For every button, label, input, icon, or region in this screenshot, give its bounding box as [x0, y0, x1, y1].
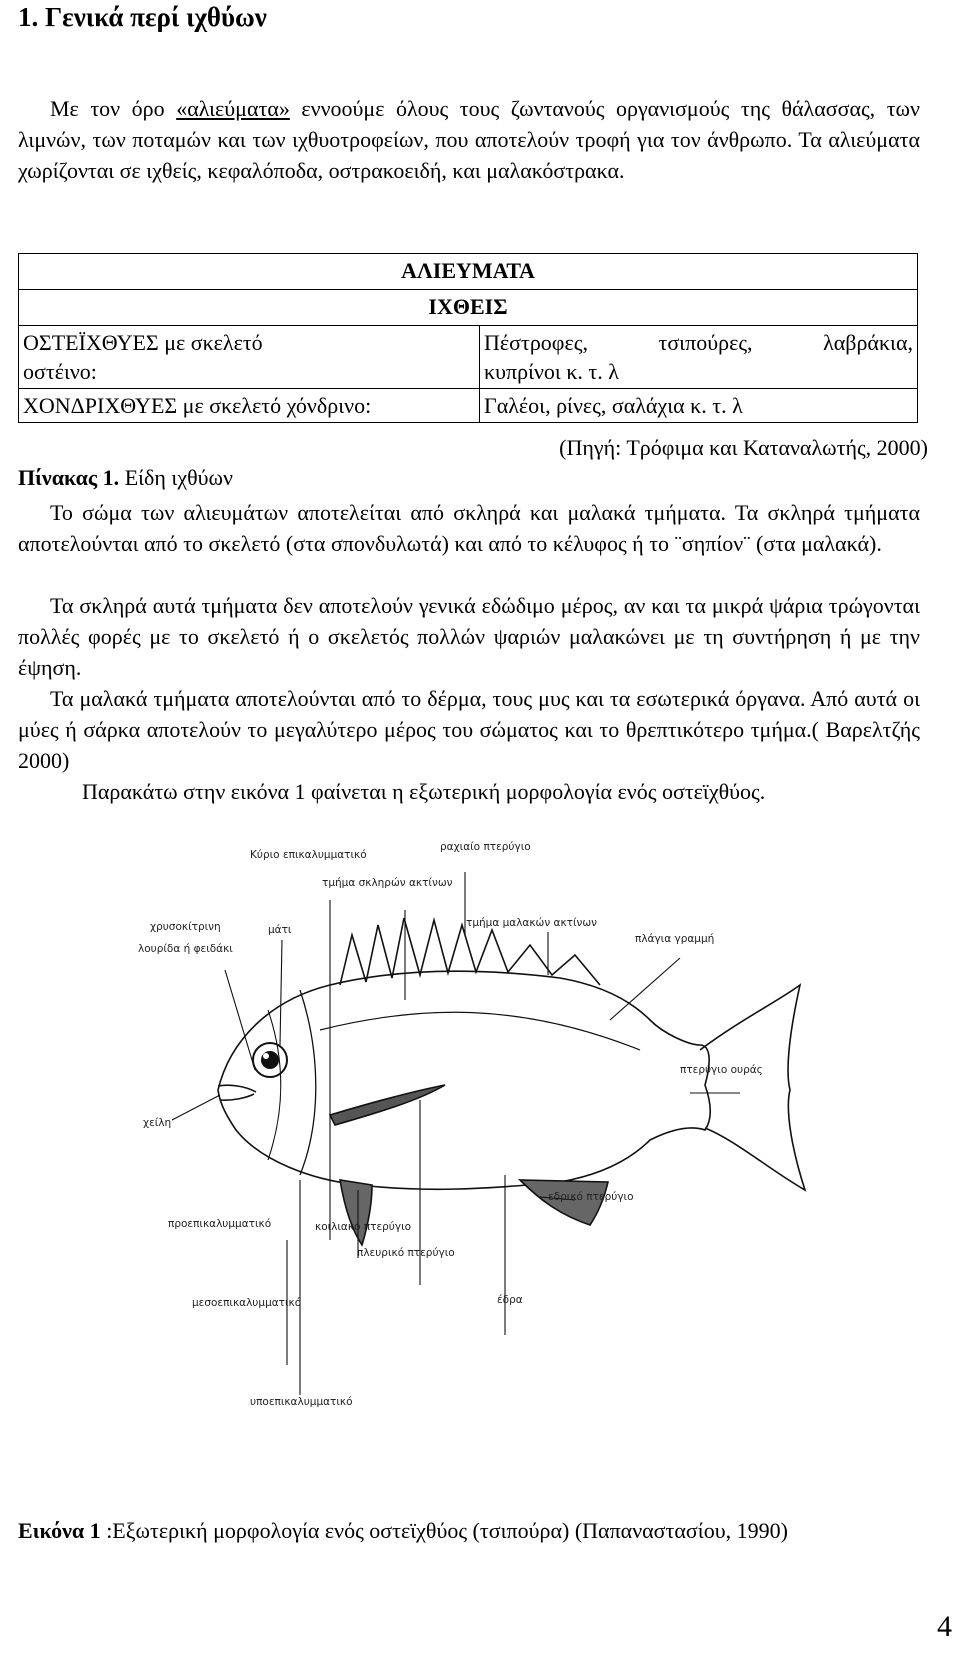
fish-eye-highlight — [263, 1053, 269, 1059]
leader-gold-stripe — [225, 970, 255, 1070]
figure-caption — [18, 1514, 920, 1547]
figure-caption-label: Εικόνα 1 — [18, 1518, 101, 1543]
fish-pectoral-fin — [330, 1085, 445, 1125]
fish-body-outline — [218, 971, 710, 1189]
leader-lateral-line — [610, 958, 680, 1020]
table-source: (Πηγή: Τρόφιμα και Καταναλωτής, 2000) — [559, 435, 928, 460]
table-row — [19, 389, 918, 423]
intro-paragraph — [18, 93, 920, 186]
fish-pupil — [261, 1051, 279, 1069]
table-header-catch: ΑΛΙΕΥΜΑΤΑ — [19, 254, 918, 290]
label-pectoral-fin: πλευρικό πτερύγιο — [357, 1247, 455, 1259]
label-gold-stripe-2: λουρίδα ή φειδάκι — [138, 943, 233, 955]
label-lips: χείλη — [143, 1117, 172, 1129]
label-preoperculum: προεπικαλυμματικό — [168, 1218, 272, 1230]
fish-tail — [700, 985, 805, 1190]
table-caption-text: Είδη ιχθύων — [119, 465, 233, 490]
label-lateral-line: πλάγια γραμμή — [635, 933, 715, 945]
table-cell-examples: Γαλέοι, ρίνες, σαλάχια κ. τ. λ — [480, 389, 918, 423]
label-main-operculum: Κύριο επικαλυμματικό — [250, 849, 367, 861]
leader-lines — [172, 872, 740, 1395]
body-paragraph-2: Τα σκληρά αυτά τμήματα δεν αποτελούν γενικά εδώδιμο μέρος, αν και τα μικρά ψάρια τρώγονται πολλές φορές με το σκελετό ή ο σκελετός πολλών ψαριών μαλακώνει με τη συντήρηση ή με την έψηση. — [18, 593, 920, 680]
intro-before: Με τον όρο — [50, 96, 177, 121]
label-eye: μάτι — [268, 924, 292, 936]
fish-types-table — [18, 253, 918, 423]
body-paragraph-1: Το σώμα των αλιευμάτων αποτελείται από σκληρά και μαλακά τμήματα. Τα σκληρά τμήματα αποτελούνται από το σκελετό (στα σπονδυλωτά) και από το κέλυφος ή το ¨σηπίον¨ (στα μαλακά). — [18, 500, 920, 556]
type-line-1: ΟΣΤΕΪΧΘΥΕΣ με σκελετό — [23, 330, 263, 355]
intro-after: εννοούμε όλους τους ζωντανούς οργανισμούς της θάλασσας, των λιμνών, των ποταμών και των ιχθυοτροφείων, που αποτελούν τροφή για τον άνθρωπο. Τα αλιεύματα χωρίζονται σε ιχθείς, κεφαλόποδα, οστρακοειδή, και μαλακόστρακα. — [18, 96, 920, 183]
leader-lips — [172, 1095, 220, 1120]
table-caption-label: Πίνακας 1. — [18, 465, 120, 490]
table-cell-examples — [480, 326, 918, 389]
body-paragraph-3: Τα μαλακά τμήματα αποτελούνται από το δέρμα, τους μυς και τα εσωτερικά όργανα. Από αυτά οι μύες ή σάρκα αποτελούν το μεγαλύτερο μέρος του σώματος και το θρεπτικότερο τμήμα.( Βαρελτζής 2000) — [18, 686, 920, 773]
table-caption — [18, 465, 233, 491]
table-row — [19, 326, 918, 389]
intro-term: «αλιεύματα» — [176, 96, 290, 121]
examples-line-2: κυπρίνοι κ. τ. λ — [484, 359, 619, 384]
label-dorsal-fin: ραχιαίο πτερύγιο — [440, 841, 531, 853]
examples-line-1: Πέστροφες, τσιπούρες, λαβράκια, — [484, 330, 913, 355]
figure-caption-text: :Εξωτερική μορφολογία ενός οστεϊχθύος (τσιπούρα) (Παπαναστασίου, 1990) — [100, 1518, 788, 1543]
leader-eye — [280, 940, 282, 1045]
table-cell-type — [19, 326, 480, 389]
label-anal-fin: εδρικό πτερύγιο — [548, 1191, 634, 1203]
label-soft-rays: τμήμα μαλακών ακτίνων — [466, 917, 598, 929]
fish-drawing — [218, 918, 805, 1245]
label-suboperculum: υποεπικαλυμματικό — [250, 1396, 353, 1408]
label-hard-rays: τμήμα σκληρών ακτίνων — [322, 877, 453, 889]
label-pelvic-fin: κοιλιακό πτερύγιο — [315, 1221, 412, 1233]
body-paragraph-4: Παρακάτω στην εικόνα 1 φαίνεται η εξωτερική μορφολογία ενός οστεϊχθύος. — [82, 779, 766, 804]
fish-morphology-figure — [0, 841, 960, 1490]
type-line-2: οστέινο: — [23, 359, 97, 384]
fish-operculum-line — [300, 990, 316, 1175]
label-interoperculum: μεσοεπικαλυμματικό — [192, 1297, 302, 1309]
label-caudal-fin: πτερύγιο ουράς — [680, 1064, 763, 1076]
table-header-fish: ΙΧΘΕΙΣ — [19, 290, 918, 326]
label-gold-stripe-1: χρυσοκίτρινη — [150, 921, 221, 933]
fish-preoperculum-line — [268, 1010, 281, 1160]
label-anus: έδρα — [497, 1294, 523, 1306]
table-cell-type: ΧΟΝΔΡΙΧΘΥΕΣ με σκελετό χόνδρινο: — [19, 389, 480, 423]
fish-mouth — [218, 1085, 256, 1100]
fish-pelvic-fin — [340, 1180, 372, 1245]
page-number: 4 — [937, 1610, 952, 1643]
fish-lateral-line — [320, 1012, 640, 1050]
section-title: 1. Γενικά περί ιχθύων — [18, 2, 267, 32]
